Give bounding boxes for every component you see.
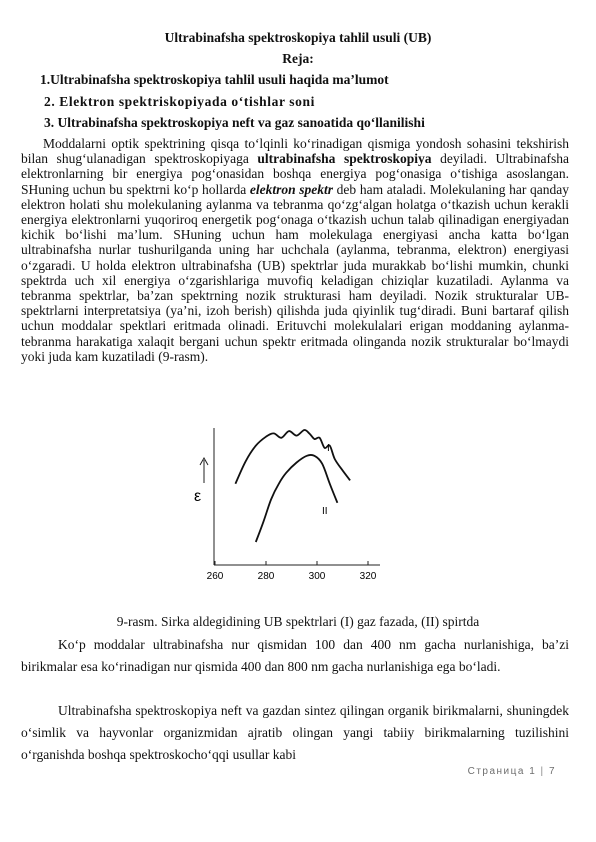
x-tick-label-260: 260 — [206, 571, 224, 582]
document-title: Ultrabinafsha spektroskopiya tahlil usuli (UB) — [164, 30, 432, 45]
footer-separator: | — [540, 766, 545, 777]
curve-I — [235, 430, 350, 484]
curve-II — [256, 455, 338, 542]
y-axis-symbol: ε — [194, 488, 202, 505]
curve-label-I: I — [327, 443, 330, 454]
intro-paragraph — [21, 136, 569, 364]
footer-page-label: Страница — [467, 766, 525, 777]
x-tick-label-320: 320 — [359, 571, 377, 582]
plan-item-1: 1.Ultrabinafsha spektroskopiya tahlil usuli haqida ma’lumot — [40, 72, 389, 87]
body-paragraph-1: Ko‘p moddalar ultrabinafsha nur qismidan 100 dan 400 nm gacha nurlanishiga, ba’zi birikmalar esa ko‘rinadigan nur qismida 400 dan 800 nm gacha nurlanishiga ega bo‘ladi. — [21, 637, 569, 675]
footer-page-number: 1 — [529, 766, 537, 777]
intro-text-1: Moddalarni optik spektrining qisqa to‘lqinli ko‘rinadigan qismiga yondosh sohasini tekshirish bilan shug‘ulanadigan spektroskopiyaga — [21, 136, 569, 167]
plan-heading: Reja: — [282, 51, 314, 66]
intro-text-3: deb ham ataladi. Molekulaning har qanday elektron holati shu molekulaning aylanma va tebranma qo‘zg‘algan holatga o‘tkazish uchun kerakli energiya elektronlarni yuqoriroq energetik pog‘onaga o‘tkazish uchun talab qilinadigan energiyadan kichik bo‘lishi ma’lum. SHuning uchun ham molekulaga energiyasi ancha katta bo‘lgan ultrabinafsha nurlar tushurilganda uning har uchchala (aylanma, tebranma, elektron) energiyasi o‘zgaradi. U holda elektron ultrabinafsha (UB) spektrlar juda murakkab bo‘lishi mumkin, chunki spektrda uch xil energiya o‘zgarishlariga muvofiq keladigan chiziqlar kuzatiladi. Aylanma va tebranma spektrlar, ba’zan spektrning nozik strukturasi ham deyiladi. Nozik strukturalar UB-spektrlarni interpretatsiya (ya’ni, izoh berish) qilishda juda qiyinlik tug‘diradi. Buni bartaraf qilish uchun moddalar spektlari eritmada olinadi. Erituvchi molekulalari erigan moddaning aylanma-tebranma harakatiga xalaqit bergani uchun spektr eritmada olinganda nozik strukturalar bo‘lmaydi yoki juda kam kuzatiladi (9-rasm). — [21, 181, 569, 364]
x-tick-label-300: 300 — [308, 571, 326, 582]
plan-item-2: 2. Elektron spektriskopiyada o‘tishlar soni — [44, 94, 315, 109]
plan-item-3: 3. Ultrabinafsha spektroskopiya neft va gaz sanoatida qo‘llanilishi — [44, 115, 425, 130]
body-paragraph-2: Ultrabinafsha spektroskopiya neft va gazdan sintez qilingan organik birikmalarni, shuningdek o‘simlik va hayvonlar organizmidan ajratib olingan yangi tabiiy birikmalarning tuzilishini o‘rganishda boshqa spektroskocho‘qqi usullar kabi — [21, 703, 569, 763]
curve-label-II: II — [322, 506, 328, 517]
term-elektron-spektr: elektron spektr — [249, 181, 334, 197]
intro-text-2: deyiladi. Ultrabinafsha elektronlarning bir energiya pog‘onasidan boshqa energiya pog‘onasiga o‘tishiga asoslangan. SHuning uchun bu spektrni ko‘p hollarda — [21, 151, 569, 197]
footer-page-total: 7 — [548, 766, 556, 777]
figure-caption: 9-rasm. Sirka aldegidining UB spektrlari (I) gaz fazada, (II) spirtda — [116, 614, 480, 629]
page-footer — [468, 766, 556, 777]
x-tick-label-280: 280 — [257, 571, 275, 582]
uv-spectrum-chart — [180, 410, 400, 585]
term-ultrabinafsha: ultrabinafsha spektroskopiya — [257, 151, 432, 167]
